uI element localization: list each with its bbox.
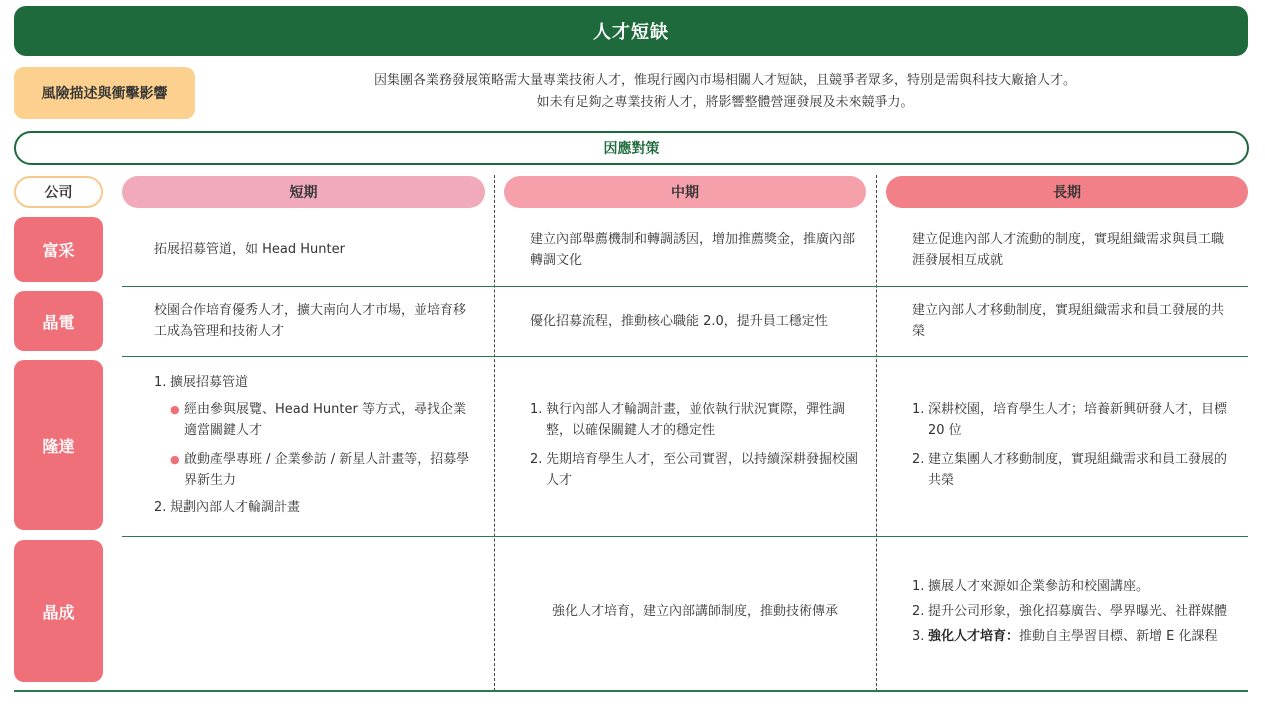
list-item [912, 449, 1232, 491]
list-number: 1. [154, 375, 167, 390]
long-term-header: 長期 [886, 176, 1248, 208]
list-text: 建立集團人才移動制度，實現組織需求和員工發展的共榮 [928, 452, 1228, 488]
longda-mid-term [530, 360, 860, 530]
list-text: 規劃內部人才輪調計畫 [170, 500, 301, 515]
company-jingdian: 晶電 [14, 291, 103, 351]
list-item [530, 449, 860, 491]
list-text-bold: 強化人才培育： [928, 628, 1020, 644]
mid-term-header: 中期 [504, 176, 866, 208]
list-text: 擴展人才來源如企業參訪和校園講座。 [928, 578, 1150, 594]
list-number: 3. [912, 628, 925, 644]
bullet-dot-icon: ● [170, 453, 180, 466]
company-longda: 隆達 [14, 360, 103, 530]
list-item [170, 449, 474, 491]
list-text: 提升公司形象，強化招募廣告、學界曝光、社群媒體 [928, 603, 1228, 619]
jingdian-short-text: 校園合作培育優秀人才，擴大南向人才市場，並培育移工成為管理和技術人才 [154, 303, 467, 339]
jingcheng-long-term [912, 540, 1232, 682]
list-number: 1. [530, 402, 543, 417]
fucai-mid-term [530, 217, 860, 282]
jingcheng-mid-text: 強化人才培育，建立內部講師制度，推動技術傳承 [551, 603, 838, 619]
list-item [912, 626, 1232, 647]
list-item [912, 576, 1232, 597]
list-item [530, 399, 860, 441]
fucai-mid-text: 建立內部舉薦機制和轉調誘因，增加推薦獎金，推廣內部轉調文化 [530, 231, 856, 268]
bullet-dot-icon: ● [170, 403, 180, 416]
row-divider [122, 356, 1248, 357]
row-divider [122, 286, 1248, 287]
company-fucai: 富采 [14, 217, 103, 282]
company-column-header: 公司 [14, 176, 103, 208]
short-term-header: 短期 [122, 176, 485, 208]
list-text: 先期培育學生人才，至公司實習，以持續深耕發掘校園人才 [546, 452, 859, 488]
list-number: 2. [912, 452, 925, 467]
jingdian-mid-term [530, 291, 860, 351]
list-item [170, 399, 474, 441]
longda-short-term [154, 360, 474, 530]
column-divider [876, 175, 877, 691]
column-divider [494, 175, 495, 691]
list-item [154, 497, 474, 518]
longda-long-term [912, 360, 1232, 530]
strategy-header: 因應對策 [14, 131, 1249, 165]
table-bottom-line [14, 690, 1248, 692]
list-item [154, 372, 474, 393]
page-title: 人才短缺 [14, 6, 1248, 56]
list-number: 2. [154, 500, 167, 515]
jingdian-short-term [154, 291, 474, 351]
list-item [912, 399, 1232, 441]
jingdian-long-text: 建立內部人才移動制度，實現組織需求和員工發展的共榮 [912, 303, 1225, 339]
list-text-rest: 推動自主學習目標、新增 E 化課程 [1019, 628, 1218, 644]
risk-label: 風險描述與衝擊影響 [14, 67, 195, 119]
row-divider [122, 536, 1248, 537]
fucai-long-text: 建立促進內部人才流動的制度，實現組織需求與員工職涯發展相互成就 [912, 231, 1225, 268]
list-number: 2. [530, 452, 543, 467]
list-item [912, 601, 1232, 622]
risk-description [220, 70, 1230, 114]
list-text: 深耕校園，培育學生人才；培養新興研發人才，目標 20 位 [928, 402, 1228, 438]
list-number: 1. [912, 402, 925, 417]
list-number: 1. [912, 578, 925, 594]
fucai-long-term [912, 217, 1232, 282]
list-number: 2. [912, 603, 925, 619]
list-text [928, 626, 1218, 647]
risk-description-line-2: 如未有足夠之專業技術人才，將影響整體營運發展及未來競爭力。 [536, 95, 914, 110]
fucai-short-term [154, 217, 474, 282]
list-text: 經由參與展覽、Head Hunter 等方式，尋找企業適當關鍵人才 [184, 402, 466, 438]
jingdian-mid-text: 優化招募流程，推動核心職能 2.0，提升員工穩定性 [530, 313, 828, 329]
jingcheng-mid-term [530, 540, 860, 682]
company-jingcheng: 晶成 [14, 540, 103, 682]
list-text: 擴展招募管道 [170, 375, 249, 390]
list-text: 執行內部人才輪調計畫，並依執行狀況實際，彈性調整，以確保關鍵人才的穩定性 [546, 402, 846, 438]
list-text: 啟動產學專班 / 企業參訪 / 新星人計畫等，招募學界新生力 [184, 452, 470, 488]
fucai-short-text: 拓展招募管道，如 Head Hunter [154, 242, 345, 257]
risk-description-line-1: 因集團各業務發展策略需大量專業技術人才，惟現行國內市場相關人才短缺，且競爭者眾多，特別是需與科技大廠搶人才。 [373, 73, 1076, 88]
jingdian-long-term [912, 291, 1232, 351]
